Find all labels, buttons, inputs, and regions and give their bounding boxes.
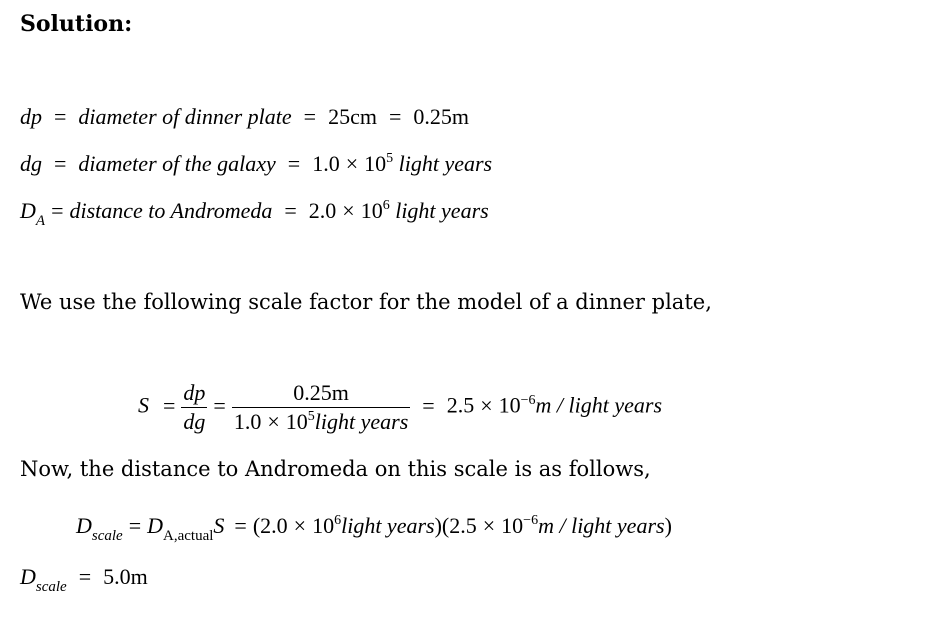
scale-factor-equation [138,380,662,435]
den-unit: light years [314,409,409,434]
fraction-values [232,380,410,435]
base-2: 10 [501,513,524,538]
equals-sign: = [284,198,297,223]
paragraph-scale-intro: We use the following scale factor for the model of a dinner plate, [20,290,712,314]
da-exponent: 6 [382,198,390,213]
result-unit: m / light years [535,392,663,418]
times-sign: × [293,513,307,538]
result-exponent: −6 [520,392,536,408]
equals-sign: = [163,392,176,418]
equals-sign: = [388,104,402,129]
times-sign: × [267,409,280,434]
unit-2: m / light years [538,513,665,538]
result-mantissa: 2.5 [446,392,475,418]
dg-description: diameter of the galaxy [78,151,276,176]
equals-sign: = [128,513,142,538]
equals-sign: = [54,104,67,129]
unit-1: light years [341,513,435,538]
exponent-2: −6 [523,513,539,528]
dp-value-m: 0.25m [413,104,470,129]
da-description: distance to Andromeda [69,198,273,223]
distance-equation [76,513,672,544]
da-unit: light years [395,198,489,223]
dg-unit: light years [398,151,493,176]
den-mantissa: 1.0 [233,409,262,434]
da-subscript: A [35,213,46,229]
dp-symbol: dp [20,104,42,129]
da-symbol: D [20,198,36,223]
dp-value-cm: 25cm [328,104,377,129]
da-mantissa: 2.0 [308,198,337,223]
fraction-numerator: dp [183,380,206,405]
times-sign: × [345,151,359,176]
equals-sign: = [422,392,435,418]
den-exponent: 5 [307,409,315,424]
equals-sign: = [287,151,301,176]
equals-sign: = [234,513,247,538]
dscale-symbol: D [76,513,92,538]
result-value: 5.0m [103,564,148,589]
times-sign: × [342,198,355,223]
paren-middle-value: )(2.5 [434,513,477,538]
result-base: 10 [498,392,521,418]
den-base: 10 [285,409,308,434]
dscale-symbol: D [20,564,36,589]
times-sign: × [480,392,493,418]
dp-description: diameter of dinner plate [78,104,292,129]
result-equation [20,564,148,595]
dg-symbol: dg [20,151,42,176]
fraction-dp-over-dg [181,380,207,435]
equals-sign: = [51,198,64,223]
fraction-bar [232,407,410,408]
fraction-denominator: dg [183,409,206,434]
paren-open-value: (2.0 [252,513,288,538]
fraction-numerator: 0.25m [293,380,349,405]
dg-mantissa: 1.0 [312,151,340,176]
base-1: 10 [312,513,335,538]
definition-dp [20,104,469,130]
times-sign: × [482,513,496,538]
definition-dg [20,151,492,177]
da-base: 10 [360,198,383,223]
d-actual-subscript: A,actual [163,528,214,544]
fraction-denominator [232,409,410,435]
equals-sign: = [213,392,226,418]
paragraph-distance-intro: Now, the distance to Andromeda on this scale is as follows, [20,457,651,481]
dg-base: 10 [364,151,387,176]
paren-close: ) [664,513,672,538]
equals-sign: = [303,104,317,129]
scale-symbol: S [138,392,149,418]
exponent-1: 6 [334,513,342,528]
equals-sign: = [54,151,67,176]
d-actual-symbol: D [147,513,164,538]
scale-symbol: S [213,513,225,538]
dscale-subscript: scale [91,528,123,544]
solution-heading: Solution: [20,11,133,37]
equals-sign: = [78,564,92,589]
fraction-bar [181,407,207,408]
dscale-subscript: scale [35,579,67,595]
dg-exponent: 5 [386,151,394,166]
definition-da [20,198,489,229]
